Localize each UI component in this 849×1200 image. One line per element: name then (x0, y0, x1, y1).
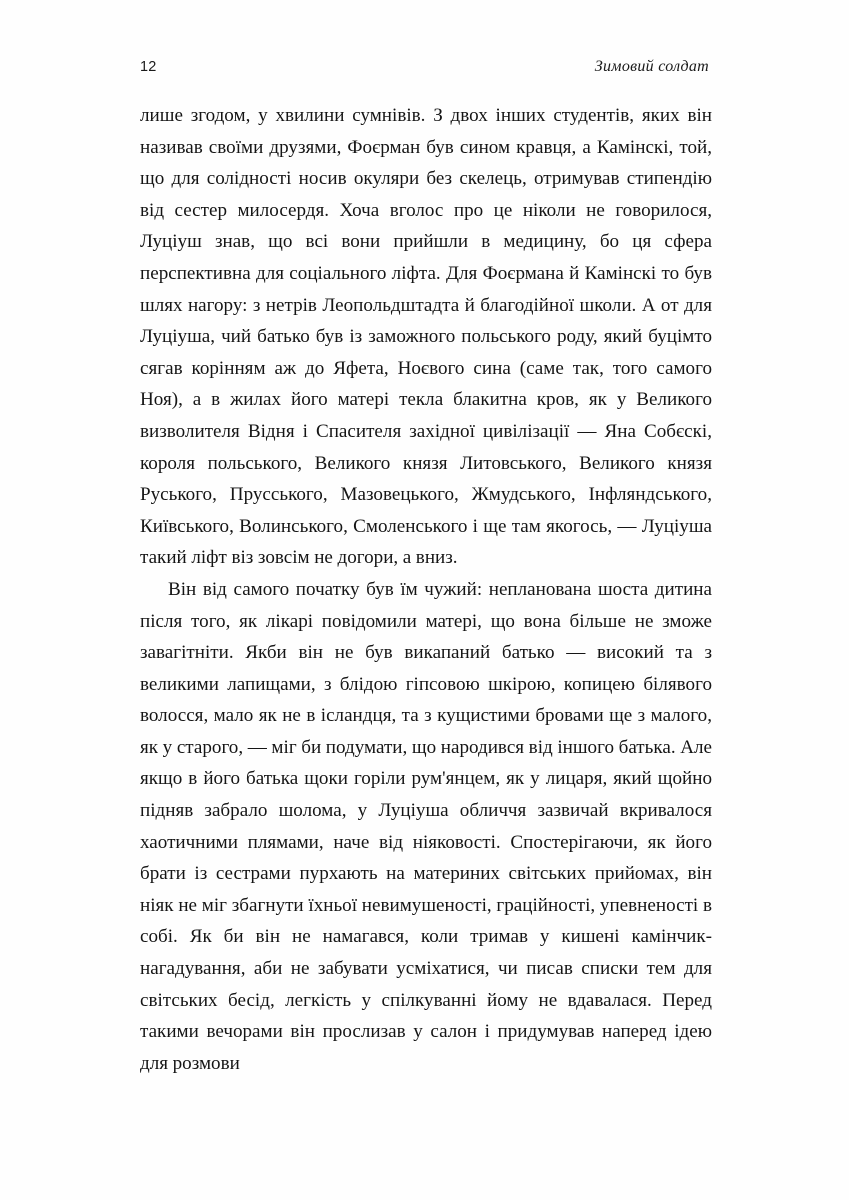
page-number: 12 (140, 59, 157, 75)
paragraph: Він від самого початку був їм чужий: непланована шоста дитина після того, як лікарі повідомили матері, що вона більше не зможе завагітніти. Якби він не був викапаний батько — високий та з великими лапищами, з блідою гіпсовою шкірою, копицею білявого волосся, мало як не в ісландця, та з кущистими бровами ще з малого, як у старого, — міг би подумати, що народився від іншого батька. Але якщо в його батька щоки горіли рум'янцем, як у лицаря, який щойно підняв забрало шолома, у Луціуша обличчя зазвичай вкривалося хаотичними плямами, наче від ніяковості. Спостерігаючи, як його брати із сестрами пурхають на материних світських прийомах, він ніяк не міг збагнути їхньої невимушеності, граційності, упевненості в собі. Як би він не намагався, коли тримав у кишені камінчик-нагадування, аби не забувати усміхатися, чи писав списки тем для світських бесід, легкість у спілкуванні йому не вдавалася. Перед такими вечорами він прослизав у салон і придумував наперед ідею для розмови (140, 578, 712, 1074)
page-header (140, 58, 709, 80)
paragraph: лише згодом, у хвилини сумнівів. З двох інших студентів, яких він називав своїми друзями, Фоєрман був сином кравця, а Камінскі, той, що для солідності носив окуляри без скелець, отримував стипендію від сестер милосердя. Хоча вголос про це ніколи не говорилося, Луціуш знав, що всі вони прийшли в медицину, бо ця сфера перспективна для соціального ліфта. Для Фоєрмана й Камінскі то був шлях нагору: з нетрів Леопольдштадта й благодійної школи. А от для Луціуша, чий батько був із заможного польського роду, який буцімто сягав корінням аж до Яфета, Ноєвого сина (саме так, того самого Ноя), а в жилах його матері текла блакитна кров, як у Великого визволителя Відня і Спасителя західної цивілізації — Яна Собєскі, короля польського, Великого князя Литовського, Великого князя Руського, Прусського, Мазовецького, Жмудського, Інфляндського, Київського, Волинського, Смоленського і ще там якогось, — Луціуша такий ліфт віз зовсім не догори, а вниз. (140, 105, 712, 569)
running-title: Зимовий солдат (594, 58, 709, 75)
body-text-column (140, 100, 712, 1079)
